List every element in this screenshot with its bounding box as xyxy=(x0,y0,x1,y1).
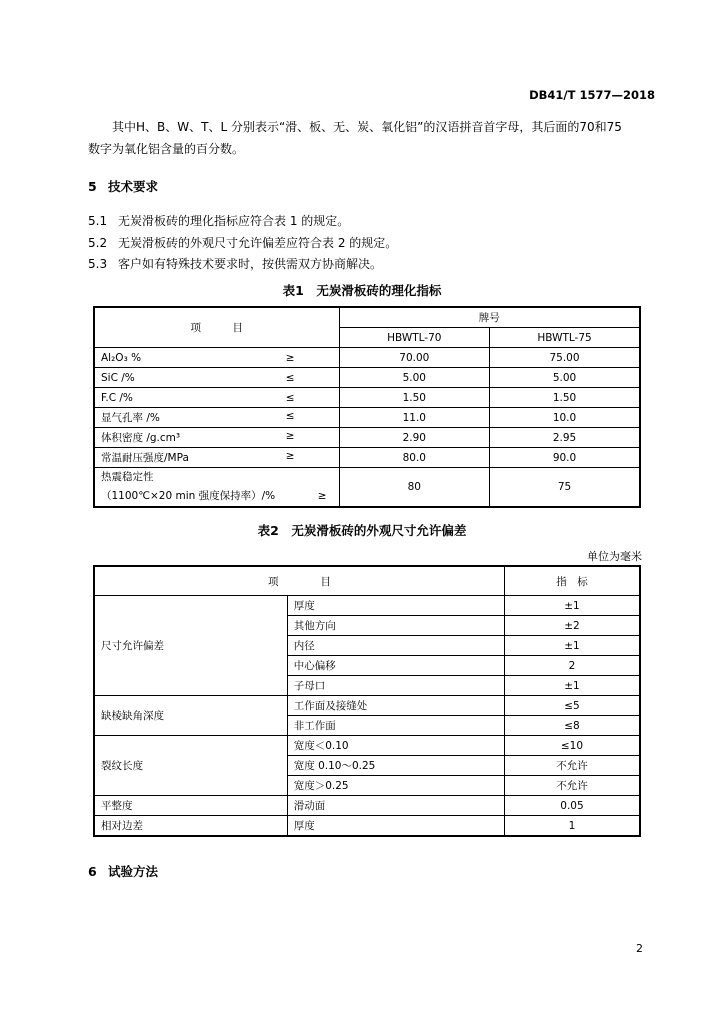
intro-line-1: 其中H、B、W、T、L 分别表示“滑、板、无、炭、氧化铝”的汉语拼音首字母，其后面的70和75 xyxy=(112,120,622,134)
row-index-value: ±1 xyxy=(504,676,640,696)
table-row xyxy=(94,696,640,716)
row-value-70: 80 xyxy=(339,468,489,508)
row-sub-item: 内径 xyxy=(287,636,504,656)
thermal-condition: （1100℃×20 min 强度保持率）/% xyxy=(101,490,276,502)
intro-line-2: 数字为氧化铝含量的百分数。 xyxy=(88,142,245,156)
section-5-heading xyxy=(88,177,158,195)
row-value-70: 2.90 xyxy=(339,428,489,448)
row-item: F.C /% xyxy=(101,391,133,404)
row-item: 常温耐压强度/MPa xyxy=(101,452,189,464)
table-row xyxy=(94,596,640,616)
group-size-tolerance: 尺寸允许偏差 xyxy=(94,596,287,696)
clause-number: 5.1 xyxy=(88,214,108,228)
clause-text: 客户如有特殊技术要求时，按供需双方协商解决。 xyxy=(118,257,383,271)
clause-5-2 xyxy=(88,234,397,251)
group-crack-length: 裂纹长度 xyxy=(94,736,287,796)
group-edge-corner-depth: 缺棱缺角深度 xyxy=(94,696,287,736)
group-relative-edge-diff: 相对边差 xyxy=(94,816,287,837)
table-1-header-grade: 牌号 xyxy=(339,307,640,328)
row-sub-item: 厚度 xyxy=(287,816,504,837)
row-sub-item: 宽度＜0.10 xyxy=(287,736,504,756)
row-item: SiC /% xyxy=(101,371,135,384)
section-5-title: 技术要求 xyxy=(108,179,159,194)
row-value-75: 90.0 xyxy=(490,448,640,468)
row-value-70: 80.0 xyxy=(339,448,489,468)
row-symbol: ≤ xyxy=(285,371,295,384)
row-value-75: 75 xyxy=(490,468,640,508)
row-index-value: 2 xyxy=(504,656,640,676)
thermal-label: 热震稳定性 xyxy=(101,471,154,483)
clause-text: 无炭滑板砖的外观尺寸允许偏差应符合表 2 的规定。 xyxy=(118,236,398,250)
table-row xyxy=(94,388,640,408)
table-2-header-row xyxy=(94,566,640,596)
clause-text: 无炭滑板砖的理化指标应符合表 1 的规定。 xyxy=(118,214,350,228)
row-sub-item: 中心偏移 xyxy=(287,656,504,676)
clause-number: 5.3 xyxy=(88,257,108,271)
row-value-75: 75.00 xyxy=(490,348,640,368)
clause-5-3 xyxy=(88,255,382,272)
row-index-value: 0.05 xyxy=(504,796,640,816)
table-row xyxy=(94,448,640,468)
row-sub-item: 子母口 xyxy=(287,676,504,696)
table-1-caption: 表1 无炭滑板砖的理化指标 xyxy=(282,283,442,298)
table-row xyxy=(94,816,640,837)
row-index-value: ±1 xyxy=(504,596,640,616)
row-item: 显气孔率 /% xyxy=(101,412,160,424)
table-row xyxy=(94,408,640,428)
row-index-value: ±1 xyxy=(504,636,640,656)
grade-col-75: HBWTL-75 xyxy=(490,328,640,348)
table-2-header-item: 项 目 xyxy=(94,566,504,596)
row-value-70: 11.0 xyxy=(339,408,489,428)
table-row xyxy=(94,736,640,756)
row-value-70: 5.00 xyxy=(339,368,489,388)
row-value-75: 2.95 xyxy=(490,428,640,448)
table-2 xyxy=(93,565,641,837)
row-item: 体积密度 /g.cm³ xyxy=(101,432,181,444)
table-1 xyxy=(93,306,641,508)
section-5-number: 5 xyxy=(88,179,97,194)
table-1-header-item: 项 目 xyxy=(94,307,339,348)
table-1-header-row xyxy=(94,307,640,328)
table-row-thermal xyxy=(94,468,640,508)
table-row xyxy=(94,796,640,816)
row-value-75: 10.0 xyxy=(490,408,640,428)
section-6-title: 试验方法 xyxy=(108,864,159,879)
row-index-value: ≤8 xyxy=(504,716,640,736)
row-sub-item: 滑动面 xyxy=(287,796,504,816)
row-symbol: ≥ xyxy=(285,351,295,364)
row-symbol: ≤ xyxy=(285,410,295,422)
section-6-heading xyxy=(88,862,158,880)
row-index-value: 不允许 xyxy=(504,756,640,776)
table-row xyxy=(94,348,640,368)
row-value-70: 1.50 xyxy=(339,388,489,408)
page-number: 2 xyxy=(636,942,643,955)
row-sub-item: 工作面及接缝处 xyxy=(287,696,504,716)
clause-number: 5.2 xyxy=(88,236,108,250)
table-2-header-index: 指 标 xyxy=(504,566,640,596)
row-symbol: ≥ xyxy=(285,450,295,462)
row-index-value: ±2 xyxy=(504,616,640,636)
row-sub-item: 其他方向 xyxy=(287,616,504,636)
row-index-value: 不允许 xyxy=(504,776,640,796)
row-sub-item: 宽度 0.10～0.25 xyxy=(287,756,504,776)
table-row xyxy=(94,428,640,448)
row-value-70: 70.00 xyxy=(339,348,489,368)
standard-number: DB41/T 1577—2018 xyxy=(529,88,655,102)
section-6-number: 6 xyxy=(88,864,97,879)
row-index-value: ≤5 xyxy=(504,696,640,716)
row-index-value: ≤10 xyxy=(504,736,640,756)
row-value-75: 5.00 xyxy=(490,368,640,388)
intro-paragraph xyxy=(88,116,648,160)
row-value-75: 1.50 xyxy=(490,388,640,408)
table-2-caption: 表2 无炭滑板砖的外观尺寸允许偏差 xyxy=(257,523,467,538)
row-index-value: 1 xyxy=(504,816,640,837)
group-flatness: 平整度 xyxy=(94,796,287,816)
table-row xyxy=(94,368,640,388)
row-sub-item: 宽度＞0.25 xyxy=(287,776,504,796)
row-symbol: ≥ xyxy=(317,490,327,502)
row-item: Al₂O₃ % xyxy=(101,351,142,364)
table-2-unit: 单位为毫米 xyxy=(587,550,642,563)
row-sub-item: 厚度 xyxy=(287,596,504,616)
row-symbol: ≤ xyxy=(285,391,295,404)
clause-5-1 xyxy=(88,212,349,229)
row-symbol: ≥ xyxy=(285,430,295,442)
grade-col-70: HBWTL-70 xyxy=(339,328,489,348)
row-sub-item: 非工作面 xyxy=(287,716,504,736)
